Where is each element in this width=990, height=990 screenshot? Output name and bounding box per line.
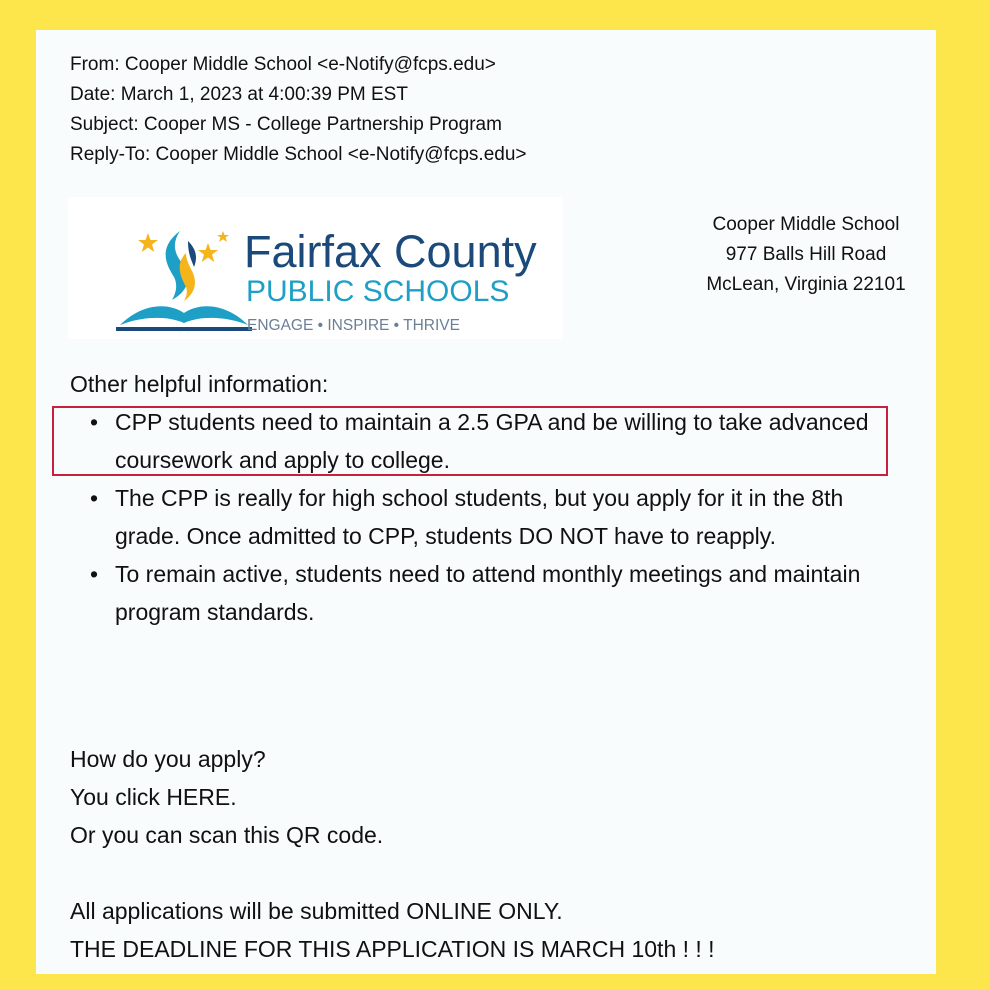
bullet-text: To remain active, students need to attend monthly meetings and maintain program standards. <box>115 561 861 625</box>
email-from: From: Cooper Middle School <e-Notify@fcps.edu> <box>70 54 496 75</box>
star-icon <box>138 233 158 252</box>
bullet-icon: • <box>90 485 99 511</box>
list-item <box>90 403 910 479</box>
apply-qr-text: Or you can scan this QR code. <box>70 822 384 848</box>
school-name: Cooper Middle School <box>712 214 900 235</box>
apply-section <box>70 740 715 968</box>
fcps-logo-graphic <box>68 197 563 339</box>
email-date: Date: March 1, 2023 at 4:00:39 PM EST <box>70 84 408 105</box>
bullet-text: CPP students need to maintain a 2.5 GPA and be willing to take advanced coursework and apply to college. <box>115 409 869 473</box>
fcps-logo <box>68 197 563 339</box>
deadline-text: THE DEADLINE FOR THIS APPLICATION IS MARCH 10th ! ! ! <box>70 936 715 962</box>
list-item <box>90 555 910 631</box>
apply-question: How do you apply? <box>70 746 266 772</box>
info-list <box>90 403 910 631</box>
bullet-icon: • <box>90 561 99 587</box>
star-icon <box>198 243 218 262</box>
email-subject: Subject: Cooper MS - College Partnership Program <box>70 114 502 135</box>
spacer <box>70 854 715 892</box>
school-address <box>676 210 936 300</box>
email-reply-to: Reply-To: Cooper Middle School <e-Notify@fcps.edu> <box>70 144 527 165</box>
info-heading: Other helpful information: <box>70 371 329 397</box>
email-card <box>36 30 936 974</box>
bullet-icon: • <box>90 409 99 435</box>
school-city: McLean, Virginia 22101 <box>706 274 906 295</box>
bullet-text: The CPP is really for high school students, but you apply for it in the 8th grade. Once admitted to CPP, students DO NOT have to reapply. <box>115 485 844 549</box>
email-header <box>70 50 527 170</box>
book-icon <box>120 306 248 325</box>
logo-tagline: ENGAGE • INSPIRE • THRIVE <box>247 317 460 334</box>
apply-click-here[interactable]: You click HERE. <box>70 784 237 810</box>
online-only-text: All applications will be submitted ONLINE ONLY. <box>70 898 563 924</box>
list-item <box>90 479 910 555</box>
logo-line1: Fairfax County <box>244 226 537 277</box>
logo-line2: PUBLIC SCHOOLS <box>246 275 510 308</box>
school-street: 977 Balls Hill Road <box>725 244 887 265</box>
star-icon <box>217 231 229 242</box>
